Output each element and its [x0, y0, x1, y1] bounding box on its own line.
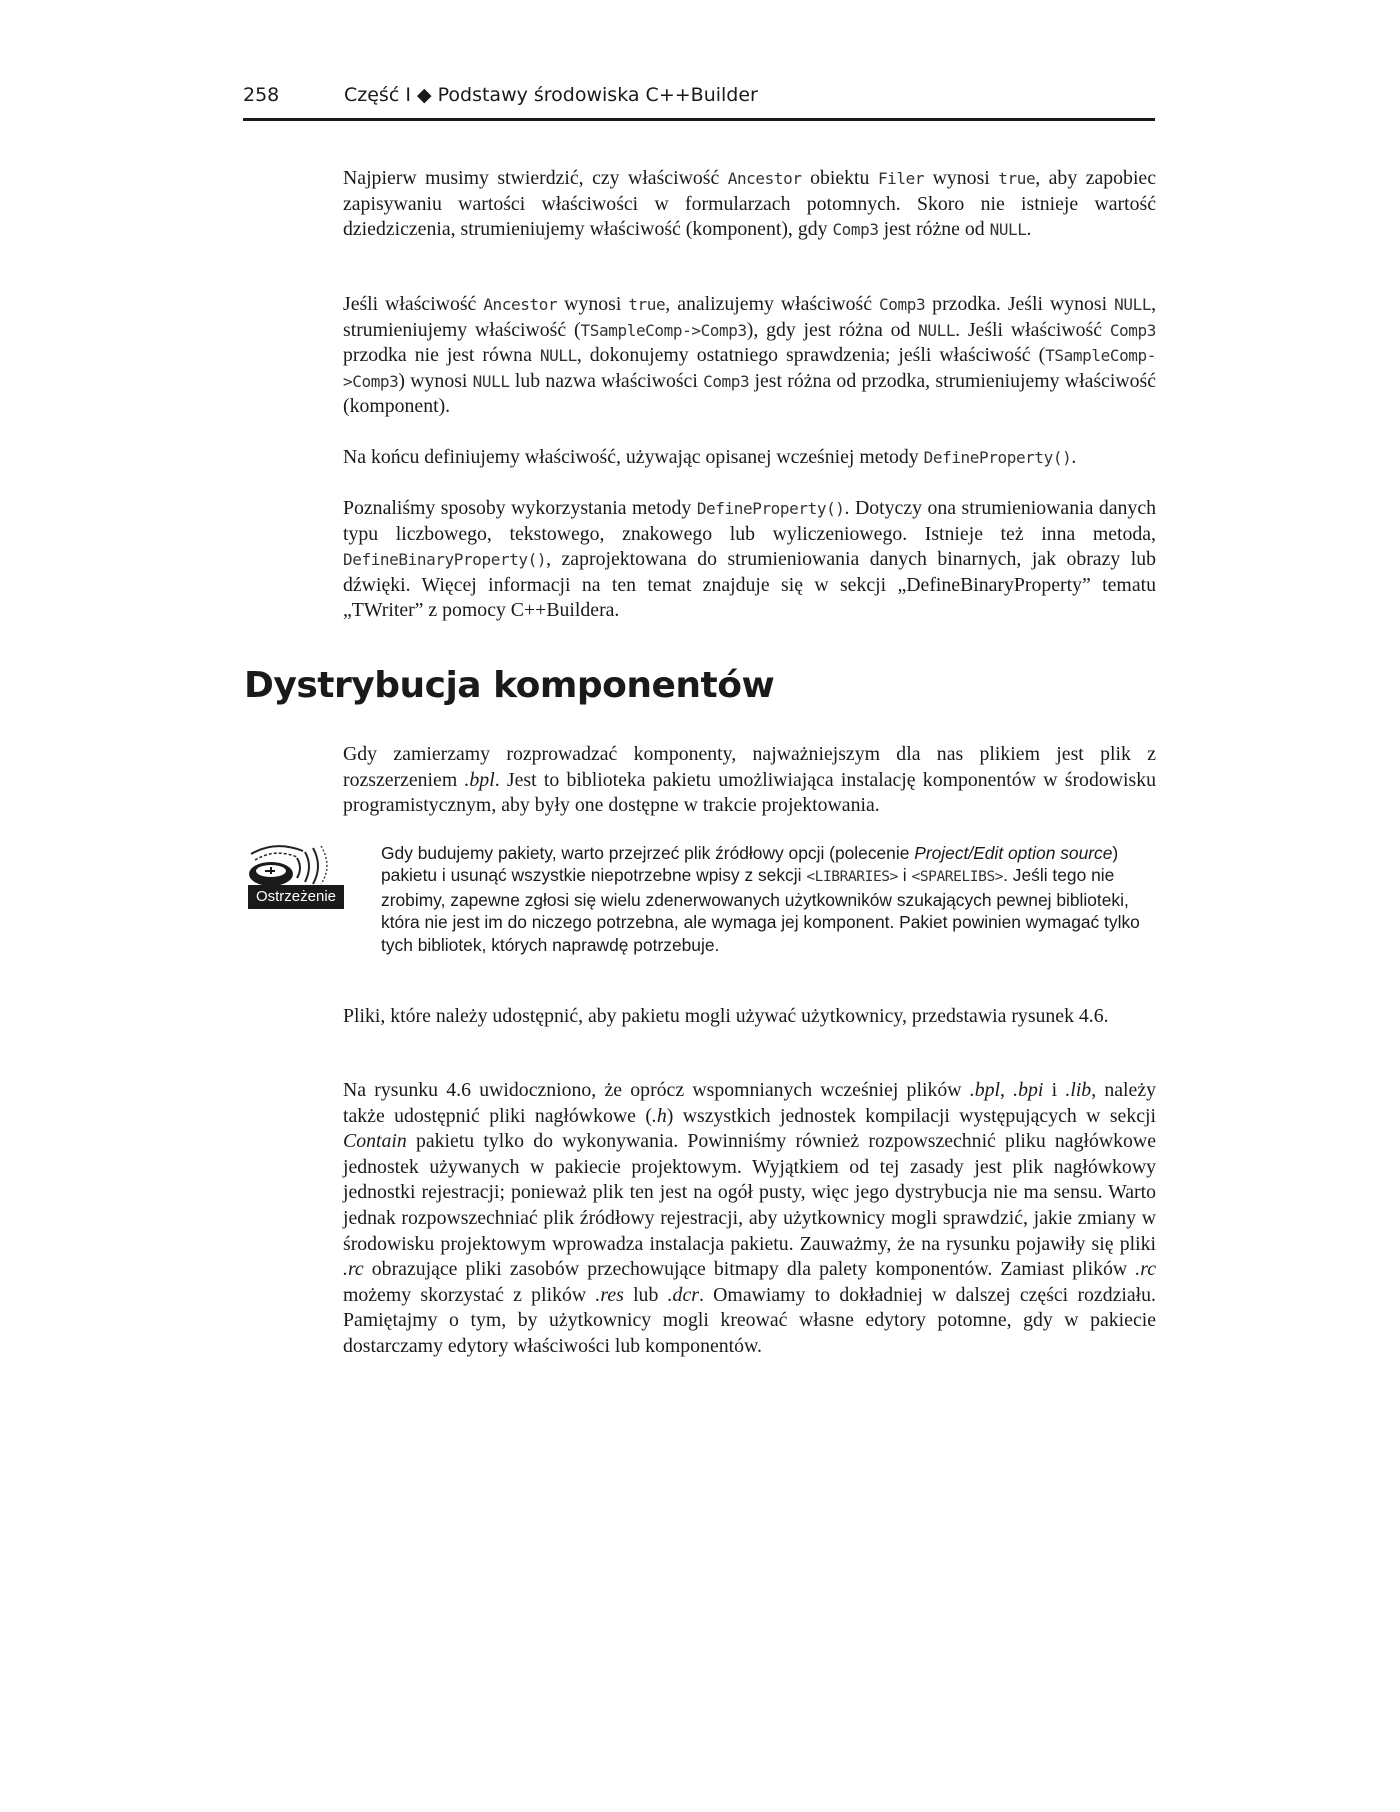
section-heading: Dystrybucja komponentów	[244, 665, 775, 706]
page-number: 258	[243, 84, 280, 106]
page-header	[243, 84, 1155, 121]
warning-text: Gdy budujemy pakiety, warto przejrzeć plik źródłowy opcji (polecenie Project/Edit option source) pakietu i usunąć wszystkie niepotrzebne wpisy z sekcji <LIBRARIES> i <SPARELIBS>. Jeśli tego nie zrobimy, zapewne zgłosi się wielu zdenerwowanych użytkowników szukających pewnej biblioteki, która nie jest im do niczego potrzebna, ale wymaga jej komponent. Pakiet powinien wymagać tylko tych bibliotek, których naprawdę potrzebuje.	[381, 843, 1140, 955]
paragraph-3: Na końcu definiujemy właściwość, używając opisanej wcześniej metody DefineProperty().	[343, 446, 1077, 468]
warning-label: Ostrzeżenie	[248, 885, 344, 909]
paragraph-4: Poznaliśmy sposoby wykorzystania metody DefineProperty(). Dotyczy ona strumieniowania danych typu liczbowego, tekstowego, znakowego lub wyliczeniowego. Istnieje też inna metoda, DefineBinaryProperty(), zaprojektowana do strumieniowania danych binarnych, jak obrazy lub dźwięki. Więcej informacji na ten temat znajduje się w sekcji „DefineBinaryProperty” tematu „TWriter” z pomocy C++Buildera.	[343, 497, 1156, 622]
paragraph-5: Gdy zamierzamy rozprowadzać komponenty, najważniejszym dla nas plikiem jest plik z rozszerzeniem .bpl. Jest to biblioteka pakietu umożliwiająca instalację komponentów w środowisku programistycznym, aby były one dostępne w trakcie projektowania.	[343, 743, 1156, 817]
paragraph-1: Najpierw musimy stwierdzić, czy właściwość Ancestor obiektu Filer wynosi true, aby zapobiec zapisywaniu wartości właściwości w formularzach potomnych. Skoro nie istnieje wartość dziedziczenia, strumieniujemy właściwość (komponent), gdy Comp3 jest różne od NULL.	[343, 167, 1156, 241]
running-title: Część I ◆ Podstawy środowiska C++Builder	[344, 84, 758, 106]
paragraph-6: Pliki, które należy udostępnić, aby pakietu mogli używać użytkownicy, przedstawia rysunek 4.6.	[343, 1005, 1109, 1027]
paragraph-7: Na rysunku 4.6 uwidoczniono, że oprócz wspomnianych wcześniej plików .bpl, .bpi i .lib, należy także udostępnić pliki nagłówkowe (.h) wszystkich jednostek kompilacji występujących w sekcji Contain pakietu tylko do wykonywania. Powinniśmy również rozpowszechnić pliku nagłówkowe jednostek używanych w pakiecie projektowym. Wyjątkiem od tej zasady jest plik nagłówkowy jednostki rejestracji; ponieważ plik ten jest na ogół pusty, więc jego dystrybucja nie ma sensu. Warto jednak rozpowszechniać plik źródłowy rejestracji, aby użytkownicy mogli sprawdzić, jakie zmiany w środowisku projektowym wprowadza instalacja pakietu. Zauważmy, że na rysunku pojawiły się pliki .rc obrazujące pliki zasobów przechowujące bitmapy dla palety komponentów. Zamiast plików .rc możemy skorzystać z plików .res lub .dcr. Omawiamy to dokładniej w dalszej części rozdziału. Pamiętajmy o tym, by użytkownicy mogli kreować własne edytory potomne, gdy w pakiecie dostarczamy edytory właściwości lub komponentów.	[343, 1079, 1157, 1357]
paragraph-2: Jeśli właściwość Ancestor wynosi true, analizujemy właściwość Comp3 przodka. Jeśli wynosi NULL, strumieniujemy właściwość (TSampleComp->Comp3), gdy jest różna od NULL. Jeśli właściwość Comp3 przodka nie jest równa NULL, dokonujemy ostatniego sprawdzenia; jeśli właściwość (TSampleComp->Comp3) wynosi NULL lub nazwa właściwości Comp3 jest różna od przodka, strumieniujemy właściwość (komponent).	[343, 293, 1157, 418]
